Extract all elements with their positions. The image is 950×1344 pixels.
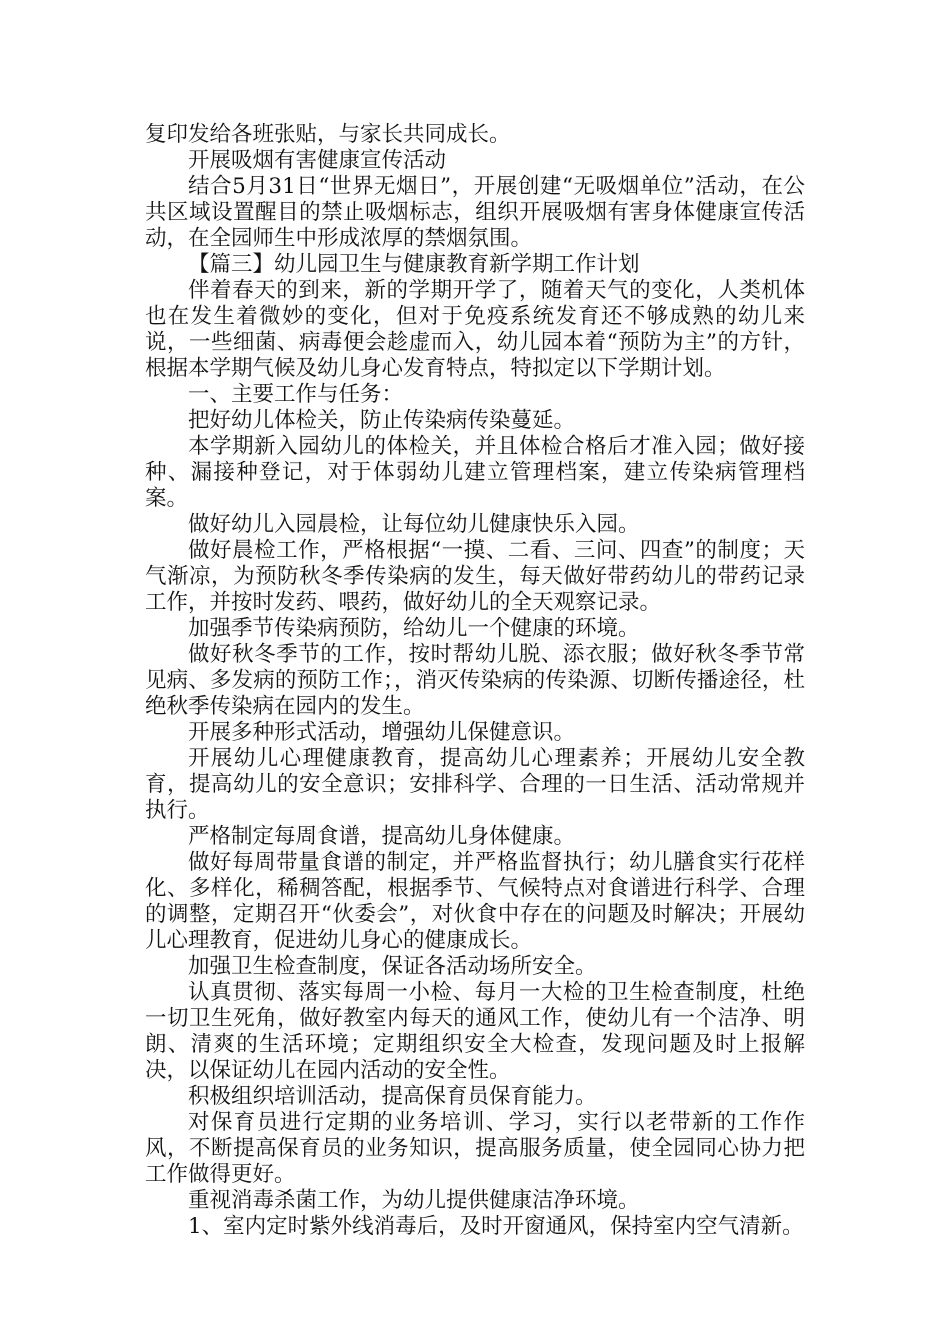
- paragraph: 做好每周带量食谱的制定，并严格监督执行；幼儿膳食实行花样化、多样化，稀稠答配，根据季节、气候特点对食谱进行科学、合理的调整，定期召开“伙委会”，对伙食中存在的问题及时解决；开展幼儿心理教育，促进幼儿身心的健康成长。: [145, 850, 805, 953]
- section-heading: 重视消毒杀菌工作，为幼儿提供健康洁净环境。: [188, 1188, 640, 1213]
- paragraph: 对保育员进行定期的业务培训、学习，实行以老带新的工作作风，不断提高保育员的业务知识，提高服务质量，使全园同心协力把工作做得更好。: [145, 1110, 805, 1187]
- paragraph: 本学期新入园幼儿的体检关，并且体检合格后才准入园；做好接种、漏接种登记，对于体弱幼儿建立管理档案，建立传染病管理档案。: [145, 434, 805, 511]
- paragraph: 伴着春天的到来，新的学期开学了，随着天气的变化，人类机体也在发生着微妙的变化，但对于免疫系统发育还不够成熟的幼儿来说，一些细菌、病毒便会趁虚而入，幼儿园本着“预防为主”的方针，根据本学期气候及幼儿身心发育特点，特拟定以下学期计划。: [145, 278, 805, 381]
- section-heading: 加强卫生检查制度，保证各活动场所安全。: [188, 954, 597, 979]
- section-heading: 严格制定每周食谱，提高幼儿身体健康。: [188, 824, 576, 849]
- paragraph: 做好晨检工作，严格根据“一摸、二看、三问、四查”的制度；天气渐凉，为预防秋冬季传染病的发生，每天做好带药幼儿的带药记录工作，并按时发药、喂药，做好幼儿的全天观察记录。: [145, 538, 805, 615]
- section-heading: 做好幼儿入园晨检，让每位幼儿健康快乐入园。: [188, 512, 640, 537]
- paragraph: 结合5月31日“世界无烟日”，开展创建“无吸烟单位”活动，在公共区域设置醒目的禁止吸烟标志，组织开展吸烟有害身体健康宣传活动，在全园师生中形成浓厚的禁烟氛围。: [145, 174, 805, 251]
- paragraph: 1、室内定时紫外线消毒后，及时开窗通风，保持室内空气清新。: [188, 1214, 804, 1239]
- document-body: [145, 122, 805, 1240]
- paragraph: 做好秋冬季节的工作，按时帮幼儿脱、添衣服；做好秋冬季节常见病、多发病的预防工作；，消灭传染病的传染源、切断传播途径，杜绝秋季传染病在园内的发生。: [145, 642, 805, 719]
- paragraph: 开展幼儿心理健康教育，提高幼儿心理素养；开展幼儿安全教育，提高幼儿的安全意识；安排科学、合理的一日生活、活动常规并执行。: [145, 746, 805, 823]
- section-heading: 开展吸烟有害健康宣传活动: [188, 148, 447, 173]
- section-heading: 加强季节传染病预防，给幼儿一个健康的环境。: [188, 616, 640, 641]
- section-heading: 积极组织培训活动，提高保育员保育能力。: [188, 1084, 597, 1109]
- paragraph: 复印发给各班张贴，与家长共同成长。: [145, 122, 511, 147]
- section-heading: 一、主要工作与任务：: [188, 382, 404, 407]
- section-heading: 把好幼儿体检关，防止传染病传染蔓延。: [188, 408, 576, 433]
- section-heading: 开展多种形式活动，增强幼儿保健意识。: [188, 720, 576, 745]
- paragraph: 认真贯彻、落实每周一小检、每月一大检的卫生检查制度，杜绝一切卫生死角，做好教室内每天的通风工作，使幼儿有一个洁净、明朗、清爽的生活环境；定期组织安全大检查，发现问题及时上报解决，以保证幼儿在园内活动的安全性。: [145, 980, 805, 1083]
- chapter-title: 【篇三】幼儿园卫生与健康教育新学期工作计划: [188, 252, 640, 277]
